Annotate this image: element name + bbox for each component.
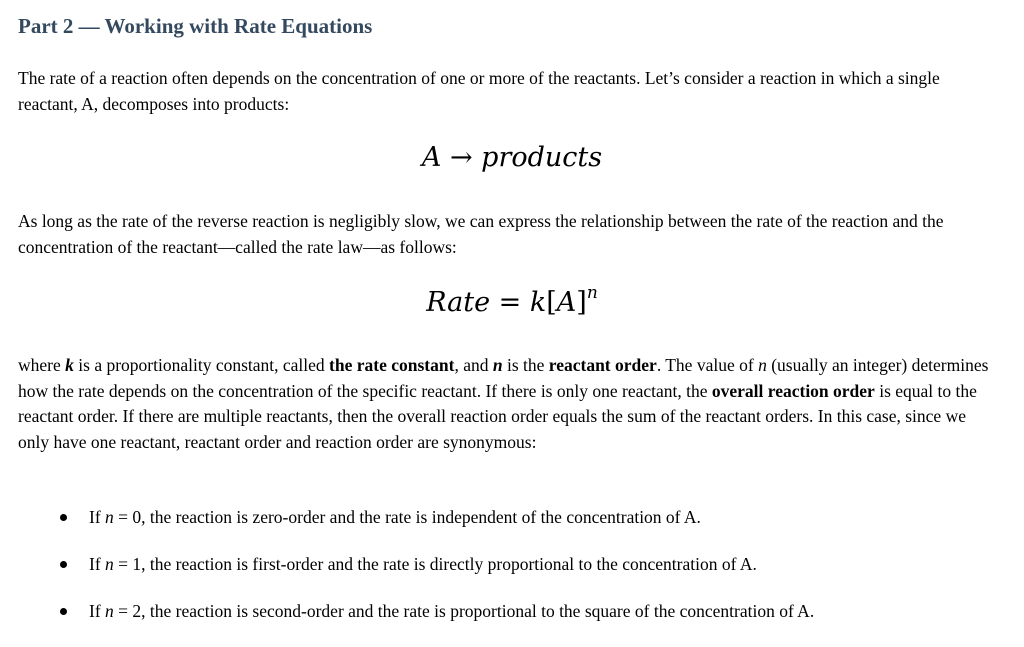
rate-law-paragraph: As long as the rate of the reverse reaction is negligibly slow, we can express the relationship between the rate of the reaction and the concentration of the reactant—called the rate law—as follows: <box>18 211 944 257</box>
text-run: , and <box>454 355 493 375</box>
bullet-dot-icon <box>60 561 67 568</box>
list-item <box>0 551 1024 598</box>
intro-paragraph: The rate of a reaction often depends on the concentration of one or more of the reactants. Let’s consider a reaction in which a single reactant, A, decomposes into products: <box>18 68 940 114</box>
rate-constant-symbol: k <box>529 287 547 318</box>
bullet-dot-icon <box>60 514 67 521</box>
text-run: is the <box>502 355 549 375</box>
rate-law-equation <box>0 283 1024 318</box>
list-item-text: If n = 2, the reaction is second-order and the rate is proportional to the square of the concentration of A. <box>89 601 815 621</box>
rate-term: Rate <box>426 287 491 318</box>
open-bracket: [ <box>546 287 557 318</box>
n-variable: n <box>492 355 503 375</box>
concentration-species: A <box>556 287 577 318</box>
term-overall-reaction-order: overall reaction order <box>711 380 875 401</box>
n-variable: n <box>105 507 114 527</box>
n-variable: n <box>758 355 767 375</box>
term-reactant-order: reactant order <box>548 355 657 375</box>
section-heading: Part 2 — Working with Rate Equations <box>18 14 373 38</box>
order-exponent: n <box>586 283 598 303</box>
term-rate-constant: the rate constant <box>329 355 455 375</box>
list-item <box>0 504 1024 551</box>
n-variable: n <box>105 554 114 574</box>
reaction-arrow: → <box>449 142 473 173</box>
text-run: where <box>18 355 66 375</box>
list-item-text: If n = 0, the reaction is zero-order and the rate is independent of the concentration of A. <box>89 507 701 527</box>
list-item-text: If n = 1, the reaction is first-order and the rate is directly proportional to the concentration of A. <box>89 554 757 574</box>
text-run: is a proportionality constant, called <box>73 355 330 375</box>
reaction-equation <box>0 142 1024 173</box>
close-bracket: ] <box>576 287 587 318</box>
reactant-symbol: A <box>421 142 442 173</box>
text-run: . The value of <box>656 355 759 375</box>
order-bullet-list <box>0 504 1024 645</box>
definition-paragraph <box>18 353 993 455</box>
k-variable: k <box>65 355 74 375</box>
n-variable: n <box>105 601 114 621</box>
text-run: is equal to the reactant order. If there are multiple reactants, then the overall reaction order equals the sum of the reactant orders. In this case, since we only have one reactant, reactant order and reaction order are synonymous: <box>18 380 977 452</box>
bullet-dot-icon <box>60 608 67 615</box>
equals-sign: = <box>498 287 522 318</box>
products-term: products <box>481 142 603 173</box>
list-item <box>0 598 1024 645</box>
text-run: (usually an integer) determines how the rate depends on the concentration of the specific reactant. If there is only one reactant, the <box>18 355 989 401</box>
